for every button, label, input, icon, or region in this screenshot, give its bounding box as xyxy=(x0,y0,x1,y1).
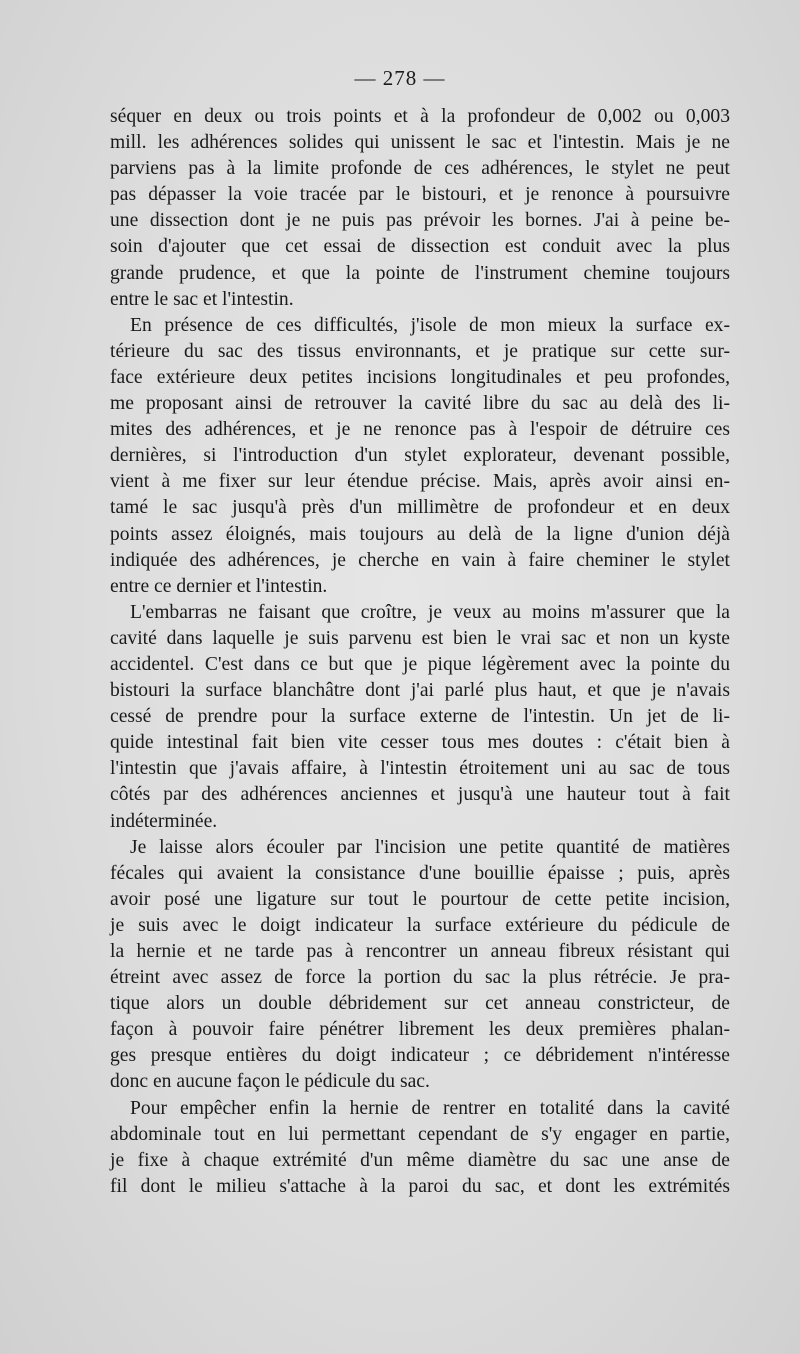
paragraph xyxy=(110,835,730,1096)
text-line: accidentel. C'est dans ce but que je pique légèrement avec la pointe du xyxy=(110,653,730,675)
text-line: vient à me fixer sur leur étendue précise. Mais, après avoir ainsi en- xyxy=(110,471,730,493)
text-line: Je laisse alors écouler par l'incision une petite quantité de matières xyxy=(130,836,730,858)
text-line: Pour empêcher enfin la hernie de rentrer en totalité dans la cavité xyxy=(130,1097,730,1119)
text-line: la hernie et ne tarde pas à rencontrer un anneau fibreux résistant qui xyxy=(110,941,730,962)
text-line: grande prudence, et que la pointe de l'instrument chemine toujours xyxy=(110,262,730,284)
text-line: l'intestin que j'avais affaire, à l'intestin étroitement uni au sac de tous xyxy=(110,758,730,780)
text-line: En présence de ces difficultés, j'isole de mon mieux la surface ex- xyxy=(130,314,730,336)
text-line: entre ce dernier et l'intestin. xyxy=(110,575,328,597)
text-line: parviens pas à la limite profonde de ces adhérences, le stylet ne peut xyxy=(110,158,730,180)
text-line: térieure du sac des tissus environnants, et je pratique sur cette sur- xyxy=(110,340,730,362)
text-line: une dissection dont je ne puis pas prévoir les bornes. J'ai à peine be- xyxy=(110,210,730,232)
text-line: entre le sac et l'intestin. xyxy=(110,288,294,310)
text-line: soin d'ajouter que cet essai de dissection est conduit avec la plus xyxy=(110,236,730,258)
paragraph xyxy=(110,1096,730,1200)
text-line: tique alors un double débridement sur cet anneau constricteur, de xyxy=(110,993,730,1015)
body-text xyxy=(110,104,730,1200)
paragraph xyxy=(110,104,730,313)
text-line: bistouri la surface blanchâtre dont j'ai parlé plus haut, et que je n'avais xyxy=(110,680,730,702)
text-line: indiquée des adhérences, je cherche en vain à faire cheminer le stylet xyxy=(110,549,730,571)
text-line: L'embarras ne faisant que croître, je veux au moins m'assurer que la xyxy=(130,601,730,623)
text-line: tamé le sac jusqu'à près d'un millimètre de profondeur et en deux xyxy=(110,497,730,519)
text-line: quide intestinal fait bien vite cesser tous mes doutes : c'était bien à xyxy=(110,732,730,754)
text-line: fil dont le milieu s'attache à la paroi du sac, et dont les extrémités xyxy=(110,1175,730,1197)
page-number: — 278 — xyxy=(354,66,446,90)
text-line: avoir posé une ligature sur tout le pourtour de cette petite incision, xyxy=(110,888,730,910)
text-line: pas dépasser la voie tracée par le bistouri, et je renonce à poursuivre xyxy=(110,184,730,206)
text-line: je suis avec le doigt indicateur la surface extérieure du pédicule de xyxy=(110,914,730,936)
text-line: je fixe à chaque extrémité d'un même diamètre du sac une anse de xyxy=(110,1149,730,1171)
text-line: cessé de prendre pour la surface externe de l'intestin. Un jet de li- xyxy=(110,706,730,728)
text-line: dernières, si l'introduction d'un stylet explorateur, devenant possible, xyxy=(110,445,730,467)
text-line: ges presque entières du doigt indicateur ; ce débridement n'intéresse xyxy=(110,1045,730,1067)
text-line: mill. les adhérences solides qui unissent le sac et l'intestin. Mais je ne xyxy=(110,132,730,154)
text-line: abdominale tout en lui permettant cependant de s'y engager en partie, xyxy=(110,1123,730,1145)
text-line: indéterminée. xyxy=(110,810,218,832)
text-line: me proposant ainsi de retrouver la cavité libre du sac au delà des li- xyxy=(110,393,730,415)
text-line: face extérieure deux petites incisions longitudinales et peu profondes, xyxy=(110,366,730,388)
paragraph xyxy=(110,313,730,600)
text-line: mites des adhérences, et je ne renonce pas à l'espoir de détruire ces xyxy=(110,419,730,441)
text-line: donc en aucune façon le pédicule du sac. xyxy=(110,1071,430,1093)
paragraph xyxy=(110,600,730,835)
text-line: séquer en deux ou trois points et à la profondeur de 0,002 ou 0,003 xyxy=(110,106,730,127)
text-line: étreint avec assez de force la portion du sac la plus rétrécie. Je pra- xyxy=(110,967,730,989)
text-line: façon à pouvoir faire pénétrer librement les deux premières phalan- xyxy=(110,1019,730,1041)
text-line: fécales qui avaient la consistance d'une bouillie épaisse ; puis, après xyxy=(110,862,730,884)
text-line: points assez éloignés, mais toujours au delà de la ligne d'union déjà xyxy=(110,523,730,545)
text-line: cavité dans laquelle je suis parvenu est bien le vrai sac et non un kyste xyxy=(110,627,730,649)
text-line: côtés par des adhérences anciennes et jusqu'à une hauteur tout à fait xyxy=(110,784,730,806)
